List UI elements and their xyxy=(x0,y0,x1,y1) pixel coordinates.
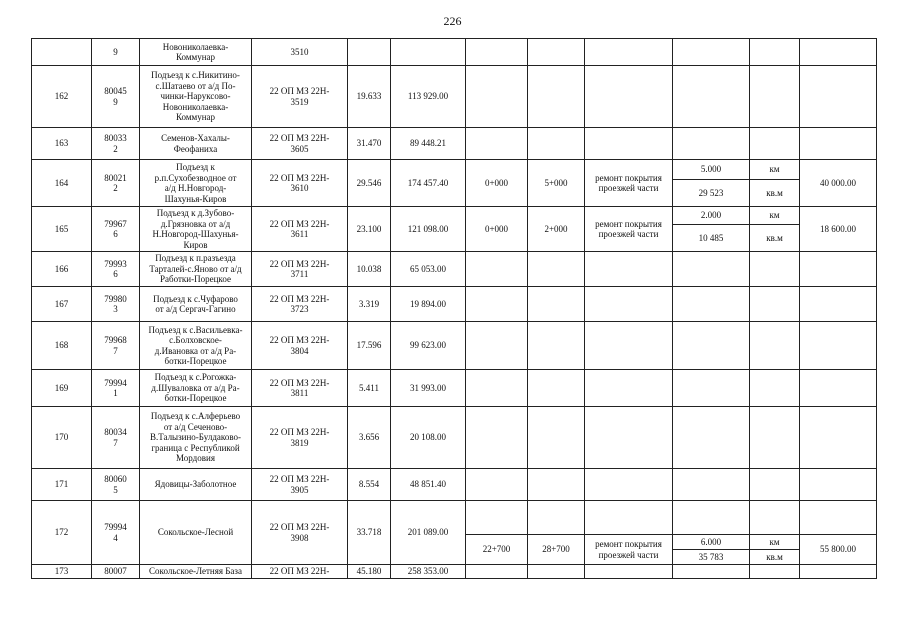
total: 40 000.00 xyxy=(800,160,877,207)
road-length: 19.633 xyxy=(348,66,391,128)
row-number: 162 xyxy=(32,66,92,128)
unit-area: кв.м xyxy=(750,225,800,252)
end-km: 2+000 xyxy=(528,207,585,252)
end-km xyxy=(528,66,585,128)
road-cost: 201 089.00 xyxy=(391,501,466,565)
row-number: 170 xyxy=(32,407,92,469)
road-id: 79980 3 xyxy=(92,287,140,322)
road-length: 3.656 xyxy=(348,407,391,469)
road-cost: 19 894.00 xyxy=(391,287,466,322)
road-id: 79968 7 xyxy=(92,322,140,370)
unit-length: км xyxy=(750,207,800,225)
unit-length: км xyxy=(750,160,800,180)
end-km xyxy=(528,370,585,407)
road-length xyxy=(348,39,391,66)
road-name: Ядовицы-Заболотное xyxy=(140,469,252,501)
table-row xyxy=(32,39,877,66)
road-name: Подъезд к с.Алферьево от а/д Сеченово- В.Талызино-Булдаково- граница с Республикой Мордовия xyxy=(140,407,252,469)
work-type-empty xyxy=(585,501,673,535)
road-length: 45.180 xyxy=(348,565,391,579)
road-cost: 258 353.00 xyxy=(391,565,466,579)
road-length: 5.411 xyxy=(348,370,391,407)
unit xyxy=(750,469,800,501)
end-km xyxy=(528,469,585,501)
road-length: 3.319 xyxy=(348,287,391,322)
road-code: 22 ОП МЗ 22Н- 3804 xyxy=(252,322,348,370)
start-km-empty xyxy=(466,501,528,535)
work-type xyxy=(585,370,673,407)
road-name: Сокольское-Лесной xyxy=(140,501,252,565)
quantity-length: 2.000 xyxy=(673,207,750,225)
row-number: 165 xyxy=(32,207,92,252)
start-km: 0+000 xyxy=(466,207,528,252)
end-km xyxy=(528,565,585,579)
end-km xyxy=(528,287,585,322)
start-km: 22+700 xyxy=(466,535,528,565)
unit xyxy=(750,407,800,469)
road-cost xyxy=(391,39,466,66)
road-length: 8.554 xyxy=(348,469,391,501)
road-cost: 99 623.00 xyxy=(391,322,466,370)
table-row xyxy=(32,469,877,501)
unit xyxy=(750,39,800,66)
work-type: ремонт покрытия проезжей части xyxy=(585,535,673,565)
end-km: 5+000 xyxy=(528,160,585,207)
road-cost: 121 098.00 xyxy=(391,207,466,252)
road-cost: 20 108.00 xyxy=(391,407,466,469)
road-code: 22 ОП МЗ 22Н- xyxy=(252,565,348,579)
total xyxy=(800,252,877,287)
quantity-length: 5.000 xyxy=(673,160,750,180)
road-name: Семенов-Хахалы- Феофаниха xyxy=(140,128,252,160)
work-type xyxy=(585,128,673,160)
road-repair-table xyxy=(31,38,877,579)
start-km: 0+000 xyxy=(466,160,528,207)
row-number: 166 xyxy=(32,252,92,287)
total xyxy=(800,322,877,370)
unit xyxy=(750,565,800,579)
unit xyxy=(750,322,800,370)
total-empty xyxy=(800,501,877,535)
work-type xyxy=(585,252,673,287)
work-type xyxy=(585,469,673,501)
quantity xyxy=(673,407,750,469)
quantity xyxy=(673,469,750,501)
total xyxy=(800,370,877,407)
road-length: 17.596 xyxy=(348,322,391,370)
quantity xyxy=(673,252,750,287)
road-code: 22 ОП МЗ 22Н- 3723 xyxy=(252,287,348,322)
total xyxy=(800,287,877,322)
start-km xyxy=(466,66,528,128)
unit xyxy=(750,287,800,322)
row-number: 164 xyxy=(32,160,92,207)
quantity xyxy=(673,370,750,407)
road-id: 9 xyxy=(92,39,140,66)
road-cost: 174 457.40 xyxy=(391,160,466,207)
work-type xyxy=(585,39,673,66)
road-id: 79994 1 xyxy=(92,370,140,407)
work-type xyxy=(585,322,673,370)
total xyxy=(800,128,877,160)
unit-empty xyxy=(750,501,800,535)
page-number: 226 xyxy=(443,14,462,28)
table-row xyxy=(32,565,877,579)
quantity xyxy=(673,39,750,66)
road-code: 22 ОП МЗ 22Н- 3610 xyxy=(252,160,348,207)
road-id: 80045 9 xyxy=(92,66,140,128)
work-type xyxy=(585,287,673,322)
row-number: 168 xyxy=(32,322,92,370)
road-cost: 113 929.00 xyxy=(391,66,466,128)
row-number: 167 xyxy=(32,287,92,322)
quantity-area: 10 485 xyxy=(673,225,750,252)
road-cost: 89 448.21 xyxy=(391,128,466,160)
start-km xyxy=(466,370,528,407)
unit-area: кв.м xyxy=(750,550,800,565)
road-code: 22 ОП МЗ 22Н- 3519 xyxy=(252,66,348,128)
start-km xyxy=(466,322,528,370)
work-type xyxy=(585,407,673,469)
end-km xyxy=(528,252,585,287)
road-name: Подъезд к с.Васильевка- с.Болховское- д.Ивановка от а/д Ра- ботки-Порецкое xyxy=(140,322,252,370)
road-length: 31.470 xyxy=(348,128,391,160)
road-length: 29.546 xyxy=(348,160,391,207)
road-name: Подъезд к с.Никитино- с.Шатаево от а/д По- чинки-Наруксово- Новониколаевка- Коммунар xyxy=(140,66,252,128)
table-row xyxy=(32,407,877,469)
work-type: ремонт покрытия проезжей части xyxy=(585,160,673,207)
quantity xyxy=(673,66,750,128)
road-length: 33.718 xyxy=(348,501,391,565)
work-type xyxy=(585,66,673,128)
unit xyxy=(750,370,800,407)
table-row xyxy=(32,160,877,180)
table-row xyxy=(32,252,877,287)
start-km xyxy=(466,565,528,579)
total xyxy=(800,469,877,501)
road-code: 22 ОП МЗ 22Н- 3905 xyxy=(252,469,348,501)
road-name: Сокольское-Летняя База xyxy=(140,565,252,579)
row-number: 163 xyxy=(32,128,92,160)
unit xyxy=(750,128,800,160)
road-id: 80033 2 xyxy=(92,128,140,160)
road-cost: 65 053.00 xyxy=(391,252,466,287)
road-code: 3510 xyxy=(252,39,348,66)
start-km xyxy=(466,252,528,287)
road-code: 22 ОП МЗ 22Н- 3811 xyxy=(252,370,348,407)
end-km xyxy=(528,407,585,469)
row-number xyxy=(32,39,92,66)
road-name: Подъезд к п.разъезда Тарталей-с.Яново от а/д Работки-Порецкое xyxy=(140,252,252,287)
road-id: 80034 7 xyxy=(92,407,140,469)
start-km xyxy=(466,469,528,501)
road-name: Подъезд к р.п.Сухобезводное от а/д Н.Новгород- Шахунья-Киров xyxy=(140,160,252,207)
total: 18 600.00 xyxy=(800,207,877,252)
table-row xyxy=(32,207,877,225)
road-code: 22 ОП МЗ 22Н- 3605 xyxy=(252,128,348,160)
unit xyxy=(750,252,800,287)
road-id: 80007 xyxy=(92,565,140,579)
end-km xyxy=(528,128,585,160)
unit xyxy=(750,66,800,128)
road-name: Подъезд к с.Чуфарово от а/д Сергач-Гагино xyxy=(140,287,252,322)
road-name: Новониколаевка- Коммунар xyxy=(140,39,252,66)
road-id: 79994 4 xyxy=(92,501,140,565)
row-number: 172 xyxy=(32,501,92,565)
road-length: 23.100 xyxy=(348,207,391,252)
row-number: 169 xyxy=(32,370,92,407)
road-id: 80060 5 xyxy=(92,469,140,501)
road-name: Подъезд к с.Рогожка- д.Шуваловка от а/д Ра- ботки-Порецкое xyxy=(140,370,252,407)
road-cost: 48 851.40 xyxy=(391,469,466,501)
table-row xyxy=(32,287,877,322)
table-row xyxy=(32,370,877,407)
total xyxy=(800,39,877,66)
road-id: 79967 6 xyxy=(92,207,140,252)
end-km xyxy=(528,39,585,66)
work-type xyxy=(585,565,673,579)
road-code: 22 ОП МЗ 22Н- 3711 xyxy=(252,252,348,287)
road-length: 10.038 xyxy=(348,252,391,287)
unit-area: кв.м xyxy=(750,180,800,207)
work-type: ремонт покрытия проезжей части xyxy=(585,207,673,252)
quantity xyxy=(673,565,750,579)
road-code: 22 ОП МЗ 22Н- 3908 xyxy=(252,501,348,565)
total: 55 800.00 xyxy=(800,535,877,565)
total xyxy=(800,66,877,128)
road-code: 22 ОП МЗ 22Н- 3819 xyxy=(252,407,348,469)
total xyxy=(800,565,877,579)
table-row xyxy=(32,66,877,128)
start-km xyxy=(466,407,528,469)
quantity-length: 6.000 xyxy=(673,535,750,550)
quantity xyxy=(673,287,750,322)
start-km xyxy=(466,128,528,160)
quantity-empty xyxy=(673,501,750,535)
quantity-area: 35 783 xyxy=(673,550,750,565)
end-km-empty xyxy=(528,501,585,535)
road-code: 22 ОП МЗ 22Н- 3611 xyxy=(252,207,348,252)
quantity xyxy=(673,322,750,370)
quantity xyxy=(673,128,750,160)
table-row xyxy=(32,128,877,160)
start-km xyxy=(466,287,528,322)
road-id: 80021 2 xyxy=(92,160,140,207)
row-number: 173 xyxy=(32,565,92,579)
end-km xyxy=(528,322,585,370)
total xyxy=(800,407,877,469)
table-row xyxy=(32,322,877,370)
unit-length: км xyxy=(750,535,800,550)
end-km: 28+700 xyxy=(528,535,585,565)
road-id: 79993 6 xyxy=(92,252,140,287)
table-row xyxy=(32,501,877,535)
road-name: Подъезд к д.Зубово- д.Грязновка от а/д Н.Новгород-Шахунья- Киров xyxy=(140,207,252,252)
road-cost: 31 993.00 xyxy=(391,370,466,407)
quantity-area: 29 523 xyxy=(673,180,750,207)
row-number: 171 xyxy=(32,469,92,501)
start-km xyxy=(466,39,528,66)
